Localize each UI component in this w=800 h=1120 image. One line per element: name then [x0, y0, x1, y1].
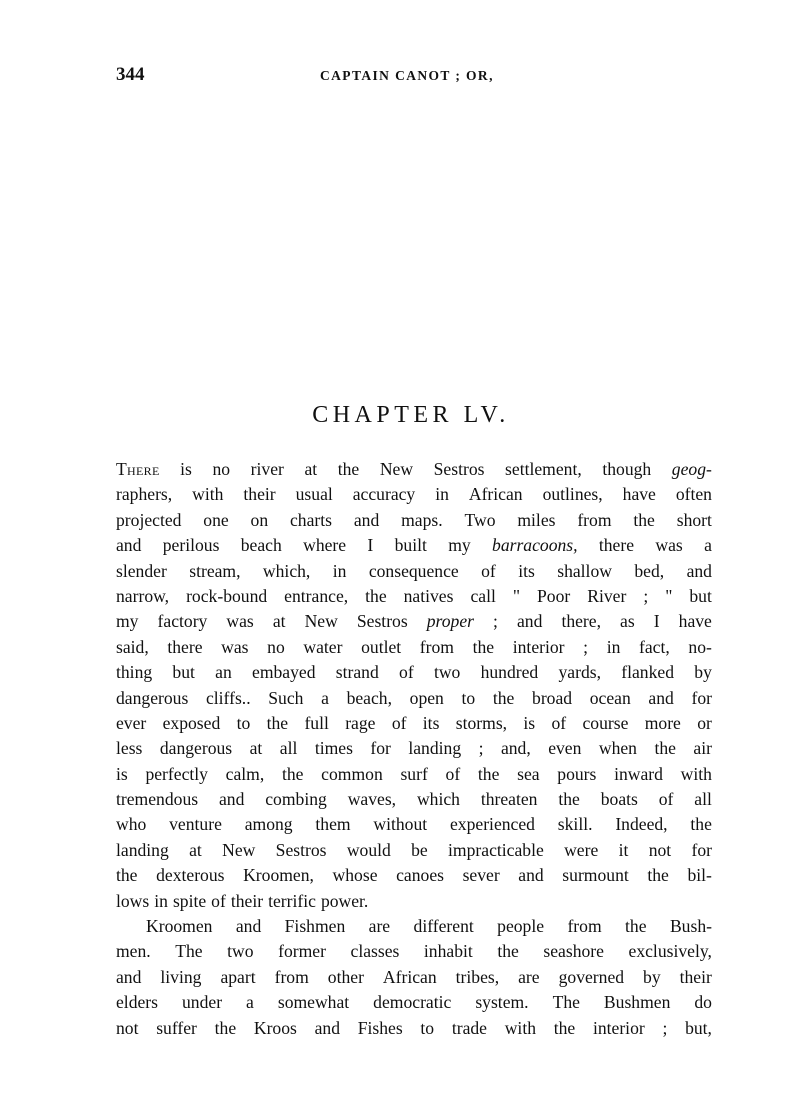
text-line: dangerous cliffs.. Such a beach, open to the broad ocean and for: [116, 687, 712, 708]
body-text: [116, 457, 712, 1041]
text-line: less dangerous at all times for landing ; and, even when the air: [116, 738, 712, 759]
text-line: landing at New Sestros would be impracticable were it not for: [116, 839, 712, 860]
text-line: slender stream, which, in consequence of its shallow bed, and: [116, 560, 712, 581]
text-line: and living apart from other African tribes, are governed by their: [116, 966, 712, 987]
text-line: tremendous and combing waves, which threaten the boats of all: [116, 789, 712, 810]
text-line: There is no river at the New Sestros settlement, though geog-: [116, 459, 712, 479]
text-line: is perfectly calm, the common surf of the sea pours inward with: [116, 763, 712, 784]
text-line: ever exposed to the full rage of its storms, is of course more or: [116, 712, 712, 733]
text-line: thing but an embayed strand of two hundred yards, flanked by: [116, 662, 712, 683]
text-line: men. The two former classes inhabit the seashore exclusively,: [116, 941, 712, 962]
text-line: not suffer the Kroos and Fishes to trade with the interior ; but,: [116, 1017, 712, 1038]
text-line: said, there was no water outlet from the interior ; in fact, no-: [116, 636, 712, 657]
text-line: and perilous beach where I built my barracoons, there was a: [116, 535, 712, 556]
running-head: CAPTAIN CANOT ; OR,: [320, 68, 494, 83]
text-line: lows in spite of their terrific power.: [116, 890, 369, 911]
text-line: who venture among them without experienced skill. Indeed, the: [116, 814, 712, 835]
text-line: my factory was at New Sestros proper ; and there, as I have: [116, 611, 712, 632]
chapter-title: CHAPTER LV.: [312, 402, 510, 428]
text-line: raphers, with their usual accuracy in African outlines, have often: [116, 484, 712, 505]
text-line: the dexterous Kroomen, whose canoes sever and surmount the bil-: [116, 865, 712, 886]
text-line: elders under a somewhat democratic system. The Bushmen do: [116, 992, 712, 1013]
text-line: narrow, rock-bound entrance, the natives call " Poor River ; " but: [116, 585, 712, 606]
page-number: 344: [116, 64, 145, 85]
text-line: Kroomen and Fishmen are different people from the Bush-: [146, 916, 712, 937]
text-line: projected one on charts and maps. Two miles from the short: [116, 509, 712, 530]
